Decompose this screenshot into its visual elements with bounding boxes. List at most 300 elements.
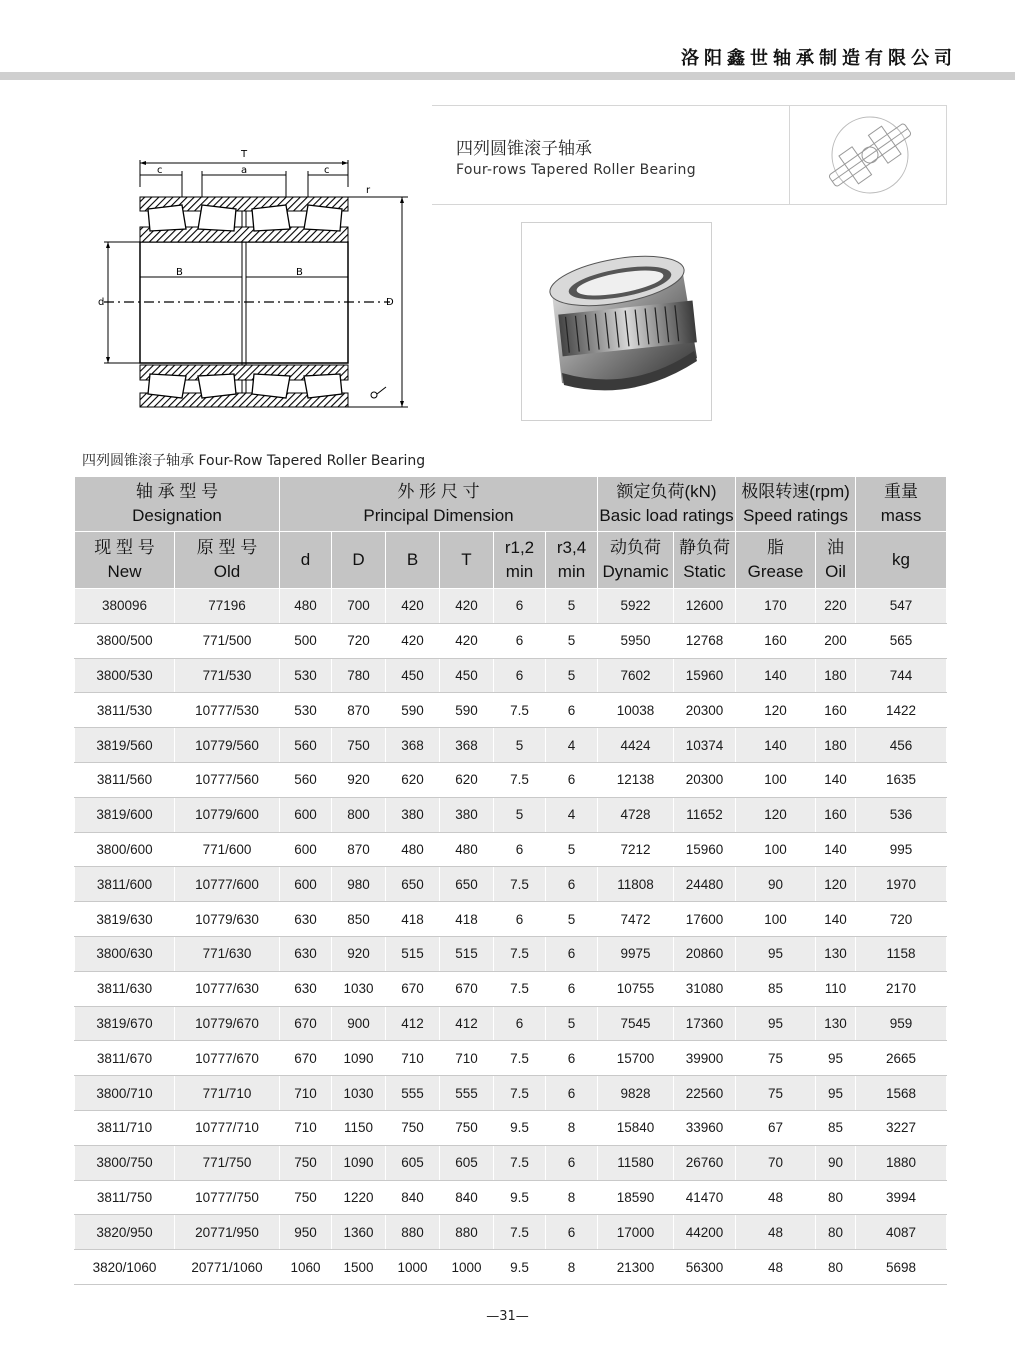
table-cell: 3811/710: [75, 1110, 175, 1145]
table-cell: 160: [816, 797, 856, 832]
table-cell: 200: [816, 623, 856, 658]
table-row: [75, 1180, 947, 1215]
table-cell: 95: [736, 936, 816, 971]
table-cell: 10779/600: [175, 797, 280, 832]
table-cell: 3820/950: [75, 1215, 175, 1250]
table-cell: 412: [440, 1006, 494, 1041]
table-cell: 15960: [674, 832, 736, 867]
table-row: [75, 1041, 947, 1076]
table-cell: 6: [546, 1076, 598, 1111]
table-cell: 140: [736, 728, 816, 763]
table-cell: 1000: [386, 1250, 440, 1285]
table-cell: 7.5: [494, 971, 546, 1006]
table-cell: 17600: [674, 902, 736, 937]
table-cell: 6: [494, 1006, 546, 1041]
bearing-image: [522, 223, 711, 420]
table-cell: 600: [280, 867, 332, 902]
table-cell: 5950: [598, 623, 674, 658]
table-cell: 3820/1060: [75, 1250, 175, 1285]
header-load-ratings: 额定负荷(kN) Basic load ratings: [598, 477, 736, 532]
table-cell: 771/530: [175, 658, 280, 693]
table-cell: 420: [440, 589, 494, 624]
table-cell: 85: [816, 1110, 856, 1145]
table-cell: 3800/630: [75, 936, 175, 971]
table-cell: 7545: [598, 1006, 674, 1041]
table-cell: 771/750: [175, 1145, 280, 1180]
table-row: [75, 971, 947, 1006]
table-cell: 22560: [674, 1076, 736, 1111]
drawing-label-B: B: [176, 267, 183, 278]
table-cell: 870: [332, 693, 386, 728]
col-oil: 油 Oil: [816, 532, 856, 589]
table-cell: 3811/560: [75, 762, 175, 797]
table-cell: 1568: [856, 1076, 947, 1111]
table-cell: 840: [386, 1180, 440, 1215]
table-cell: 10755: [598, 971, 674, 1006]
table-cell: 3811/750: [75, 1180, 175, 1215]
table-row: [75, 1250, 947, 1285]
col-old: 原 型 号 Old: [175, 532, 280, 589]
table-cell: 710: [440, 1041, 494, 1076]
page-number: —31—: [486, 1309, 529, 1324]
table-cell: 75: [736, 1076, 816, 1111]
table-cell: 3819/560: [75, 728, 175, 763]
table-cell: 6: [546, 693, 598, 728]
table-cell: 1422: [856, 693, 947, 728]
table-cell: 530: [280, 693, 332, 728]
table-cell: 590: [440, 693, 494, 728]
table-cell: 7.5: [494, 693, 546, 728]
table-cell: 5: [494, 797, 546, 832]
table-cell: 6: [494, 623, 546, 658]
col-d: d: [280, 532, 332, 589]
table-cell: 950: [280, 1215, 332, 1250]
table-cell: 9.5: [494, 1250, 546, 1285]
table-cell: 56300: [674, 1250, 736, 1285]
col-kg: kg: [856, 532, 947, 589]
table-cell: 620: [386, 762, 440, 797]
table-cell: 10777/600: [175, 867, 280, 902]
table-cell: 48: [736, 1250, 816, 1285]
table-cell: 670: [440, 971, 494, 1006]
table-cell: 7.5: [494, 1041, 546, 1076]
table-cell: 85: [736, 971, 816, 1006]
table-cell: 630: [280, 902, 332, 937]
table-cell: 11580: [598, 1145, 674, 1180]
table-cell: 536: [856, 797, 947, 832]
table-cell: 70: [736, 1145, 816, 1180]
table-cell: 110: [816, 971, 856, 1006]
table-cell: 1158: [856, 936, 947, 971]
table-cell: 3811/630: [75, 971, 175, 1006]
product-title-en: Four-rows Tapered Roller Bearing: [456, 162, 696, 178]
table-cell: 515: [440, 936, 494, 971]
table-row: [75, 867, 947, 902]
table-cell: 33960: [674, 1110, 736, 1145]
table-cell: 7.5: [494, 762, 546, 797]
table-cell: 7.5: [494, 1215, 546, 1250]
table-cell: 6: [494, 902, 546, 937]
table-cell: 3811/530: [75, 693, 175, 728]
table-cell: 630: [280, 936, 332, 971]
table-cell: 3800/600: [75, 832, 175, 867]
table-row: [75, 728, 947, 763]
table-cell: 4087: [856, 1215, 947, 1250]
table-cell: 7472: [598, 902, 674, 937]
table-cell: 10374: [674, 728, 736, 763]
table-cell: 750: [440, 1110, 494, 1145]
table-cell: 140: [816, 902, 856, 937]
table-cell: 21300: [598, 1250, 674, 1285]
table-cell: 20300: [674, 762, 736, 797]
table-cell: 650: [440, 867, 494, 902]
table-cell: 870: [332, 832, 386, 867]
table-cell: 10779/560: [175, 728, 280, 763]
table-cell: 130: [816, 936, 856, 971]
product-title-box: [432, 105, 947, 205]
table-row: [75, 1006, 947, 1041]
table-cell: 10777/560: [175, 762, 280, 797]
drawing-label-c-right: c: [324, 165, 330, 176]
table-cell: 620: [440, 762, 494, 797]
table-cell: 10038: [598, 693, 674, 728]
product-title-cn: 四列圆锥滚子轴承: [456, 139, 592, 159]
table-cell: 995: [856, 832, 947, 867]
table-cell: 920: [332, 936, 386, 971]
table-cell: 368: [386, 728, 440, 763]
table-cell: 670: [280, 1041, 332, 1076]
table-cell: 7212: [598, 832, 674, 867]
table-row: [75, 589, 947, 624]
table-cell: 15960: [674, 658, 736, 693]
table-cell: 920: [332, 762, 386, 797]
table-cell: 95: [736, 1006, 816, 1041]
table-cell: 500: [280, 623, 332, 658]
table-cell: 7.5: [494, 1076, 546, 1111]
drawing-label-B2: B: [296, 267, 303, 278]
table-cell: 771/600: [175, 832, 280, 867]
col-r34: r3,4 min: [546, 532, 598, 589]
table-cell: 10777/710: [175, 1110, 280, 1145]
table-cell: 6: [494, 832, 546, 867]
table-row: [75, 623, 947, 658]
table-cell: 1360: [332, 1215, 386, 1250]
table-cell: 710: [386, 1041, 440, 1076]
table-cell: 20300: [674, 693, 736, 728]
table-cell: 590: [386, 693, 440, 728]
table-cell: 140: [816, 832, 856, 867]
bearing-outline-icon: [804, 112, 936, 198]
table-cell: 2170: [856, 971, 947, 1006]
table-cell: 605: [440, 1145, 494, 1180]
table-cell: 3994: [856, 1180, 947, 1215]
table-cell: 9828: [598, 1076, 674, 1111]
table-cell: 170: [736, 589, 816, 624]
table-cell: 10777/530: [175, 693, 280, 728]
header-speed-ratings: 极限转速(rpm) Speed ratings: [736, 477, 856, 532]
table-cell: 565: [856, 623, 947, 658]
table-cell: 6: [546, 762, 598, 797]
title-box-divider: [789, 106, 790, 204]
table-cell: 6: [546, 867, 598, 902]
table-cell: 12600: [674, 589, 736, 624]
col-T: T: [440, 532, 494, 589]
drawing-label-T: T: [241, 149, 248, 160]
table-cell: 10779/630: [175, 902, 280, 937]
col-dynamic: 动负荷 Dynamic: [598, 532, 674, 589]
table-row: [75, 658, 947, 693]
table-cell: 9.5: [494, 1110, 546, 1145]
table-cell: 630: [280, 971, 332, 1006]
table-cell: 4: [546, 797, 598, 832]
table-cell: 90: [816, 1145, 856, 1180]
table-cell: 710: [280, 1110, 332, 1145]
table-cell: 670: [280, 1006, 332, 1041]
table-cell: 450: [440, 658, 494, 693]
table-cell: 555: [386, 1076, 440, 1111]
table-cell: 10779/670: [175, 1006, 280, 1041]
table-cell: 980: [332, 867, 386, 902]
table-cell: 39900: [674, 1041, 736, 1076]
table-cell: 17360: [674, 1006, 736, 1041]
table-cell: 480: [280, 589, 332, 624]
col-r12: r1,2 min: [494, 532, 546, 589]
table-cell: 1635: [856, 762, 947, 797]
table-cell: 3800/750: [75, 1145, 175, 1180]
table-cell: 20771/950: [175, 1215, 280, 1250]
table-row: [75, 797, 947, 832]
table-cell: 750: [386, 1110, 440, 1145]
table-cell: 750: [332, 728, 386, 763]
bearing-photo: [521, 222, 712, 421]
table-cell: 744: [856, 658, 947, 693]
table-cell: 5: [546, 623, 598, 658]
col-grease: 脂 Grease: [736, 532, 816, 589]
table-caption: [82, 450, 425, 470]
table-cell: 8: [546, 1250, 598, 1285]
table-cell: 67: [736, 1110, 816, 1145]
table-cell: 31080: [674, 971, 736, 1006]
table-cell: 20771/1060: [175, 1250, 280, 1285]
table-cell: 418: [386, 902, 440, 937]
header-rule: [0, 72, 1015, 80]
table-cell: 1500: [332, 1250, 386, 1285]
table-cell: 380: [440, 797, 494, 832]
table-cell: 450: [386, 658, 440, 693]
table-cell: 780: [332, 658, 386, 693]
table-caption-en: Four-Row Tapered Roller Bearing: [198, 453, 426, 469]
table-cell: 160: [816, 693, 856, 728]
table-cell: 771/500: [175, 623, 280, 658]
table-cell: 7602: [598, 658, 674, 693]
table-cell: 3811/600: [75, 867, 175, 902]
table-cell: 6: [546, 936, 598, 971]
table-cell: 26760: [674, 1145, 736, 1180]
spec-table-body: [75, 589, 947, 1285]
table-row: [75, 936, 947, 971]
header-mass: 重量 mass: [856, 477, 947, 532]
table-cell: 11808: [598, 867, 674, 902]
table-cell: 4728: [598, 797, 674, 832]
table-cell: 17000: [598, 1215, 674, 1250]
table-row: [75, 1215, 947, 1250]
table-cell: 3819/630: [75, 902, 175, 937]
table-cell: 4424: [598, 728, 674, 763]
table-cell: 220: [816, 589, 856, 624]
table-row: [75, 1076, 947, 1111]
table-row: [75, 1110, 947, 1145]
table-cell: 100: [736, 832, 816, 867]
table-cell: 800: [332, 797, 386, 832]
table-cell: 555: [440, 1076, 494, 1111]
table-cell: 560: [280, 728, 332, 763]
table-cell: 710: [280, 1076, 332, 1111]
table-cell: 8: [546, 1180, 598, 1215]
table-cell: 380: [386, 797, 440, 832]
table-cell: 75: [736, 1041, 816, 1076]
table-cell: 95: [816, 1076, 856, 1111]
header-designation: 轴 承 型 号 Designation: [75, 477, 280, 532]
table-cell: 3819/670: [75, 1006, 175, 1041]
table-cell: 418: [440, 902, 494, 937]
table-cell: 15700: [598, 1041, 674, 1076]
table-cell: 120: [736, 693, 816, 728]
table-cell: 120: [816, 867, 856, 902]
table-cell: 547: [856, 589, 947, 624]
table-cell: 11652: [674, 797, 736, 832]
drawing-label-D: D: [386, 297, 394, 308]
header-principal-dimension: 外 形 尺 寸 Principal Dimension: [280, 477, 598, 532]
table-cell: 9.5: [494, 1180, 546, 1215]
table-cell: 48: [736, 1180, 816, 1215]
table-cell: 95: [816, 1041, 856, 1076]
table-cell: 1220: [332, 1180, 386, 1215]
table-cell: 3819/600: [75, 797, 175, 832]
col-new: 现 型 号 New: [75, 532, 175, 589]
table-caption-cn: 四列圆锥滚子轴承: [82, 453, 194, 469]
table-cell: 515: [386, 936, 440, 971]
table-cell: 530: [280, 658, 332, 693]
drawing-label-c-left: c: [157, 165, 163, 176]
table-cell: 6: [494, 589, 546, 624]
table-cell: 600: [280, 832, 332, 867]
table-cell: 880: [386, 1215, 440, 1250]
table-cell: 180: [816, 658, 856, 693]
table-cell: 3811/670: [75, 1041, 175, 1076]
table-cell: 140: [816, 762, 856, 797]
table-cell: 5: [546, 832, 598, 867]
table-cell: 600: [280, 797, 332, 832]
table-cell: 20860: [674, 936, 736, 971]
table-cell: 8: [546, 1110, 598, 1145]
table-cell: 420: [386, 589, 440, 624]
col-static: 静负荷 Static: [674, 532, 736, 589]
table-cell: 750: [280, 1145, 332, 1180]
table-cell: 10777/750: [175, 1180, 280, 1215]
table-cell: 10777/630: [175, 971, 280, 1006]
table-cell: 380096: [75, 589, 175, 624]
table-cell: 1150: [332, 1110, 386, 1145]
table-cell: 2665: [856, 1041, 947, 1076]
table-cell: 959: [856, 1006, 947, 1041]
table-cell: 160: [736, 623, 816, 658]
table-cell: 3800/500: [75, 623, 175, 658]
table-cell: 720: [856, 902, 947, 937]
table-cell: 750: [280, 1180, 332, 1215]
table-cell: 1060: [280, 1250, 332, 1285]
table-cell: 480: [386, 832, 440, 867]
table-cell: 24480: [674, 867, 736, 902]
table-cell: 12138: [598, 762, 674, 797]
table-cell: 120: [736, 797, 816, 832]
table-cell: 4: [546, 728, 598, 763]
table-cell: 15840: [598, 1110, 674, 1145]
table-cell: 1030: [332, 1076, 386, 1111]
table-cell: 5: [494, 728, 546, 763]
table-cell: 480: [440, 832, 494, 867]
table-cell: 7.5: [494, 1145, 546, 1180]
table-cell: 6: [546, 1145, 598, 1180]
table-cell: 5922: [598, 589, 674, 624]
table-cell: 412: [386, 1006, 440, 1041]
table-cell: 700: [332, 589, 386, 624]
table-cell: 720: [332, 623, 386, 658]
table-cell: 130: [816, 1006, 856, 1041]
table-cell: 1000: [440, 1250, 494, 1285]
table-cell: 5: [546, 589, 598, 624]
table-cell: 180: [816, 728, 856, 763]
table-cell: 48: [736, 1215, 816, 1250]
table-cell: 3800/530: [75, 658, 175, 693]
table-cell: 560: [280, 762, 332, 797]
table-cell: 80: [816, 1250, 856, 1285]
drawing-label-a: a: [241, 165, 248, 176]
col-D: D: [332, 532, 386, 589]
table-cell: 880: [440, 1215, 494, 1250]
table-cell: 1090: [332, 1145, 386, 1180]
table-cell: 771/630: [175, 936, 280, 971]
company-name: 洛阳鑫世轴承制造有限公司: [681, 48, 957, 69]
table-cell: 6: [494, 658, 546, 693]
table-cell: 7.5: [494, 867, 546, 902]
table-cell: 670: [386, 971, 440, 1006]
table-cell: 650: [386, 867, 440, 902]
table-cell: 5: [546, 658, 598, 693]
table-cell: 6: [546, 971, 598, 1006]
drawing-label-r: r: [366, 185, 371, 196]
table-cell: 771/710: [175, 1076, 280, 1111]
bearing-spec-table: [74, 476, 947, 1285]
table-cell: 41470: [674, 1180, 736, 1215]
table-cell: 44200: [674, 1215, 736, 1250]
table-cell: 840: [440, 1180, 494, 1215]
table-cell: 850: [332, 902, 386, 937]
table-cell: 5: [546, 902, 598, 937]
col-B: B: [386, 532, 440, 589]
table-cell: 368: [440, 728, 494, 763]
table-row: [75, 693, 947, 728]
table-cell: 140: [736, 658, 816, 693]
table-cell: 1880: [856, 1145, 947, 1180]
table-cell: 18590: [598, 1180, 674, 1215]
table-cell: 5698: [856, 1250, 947, 1285]
bearing-cross-section-drawing: [90, 145, 420, 420]
table-cell: 90: [736, 867, 816, 902]
table-cell: 420: [386, 623, 440, 658]
table-cell: 3227: [856, 1110, 947, 1145]
table-cell: 1030: [332, 971, 386, 1006]
table-row: [75, 1145, 947, 1180]
